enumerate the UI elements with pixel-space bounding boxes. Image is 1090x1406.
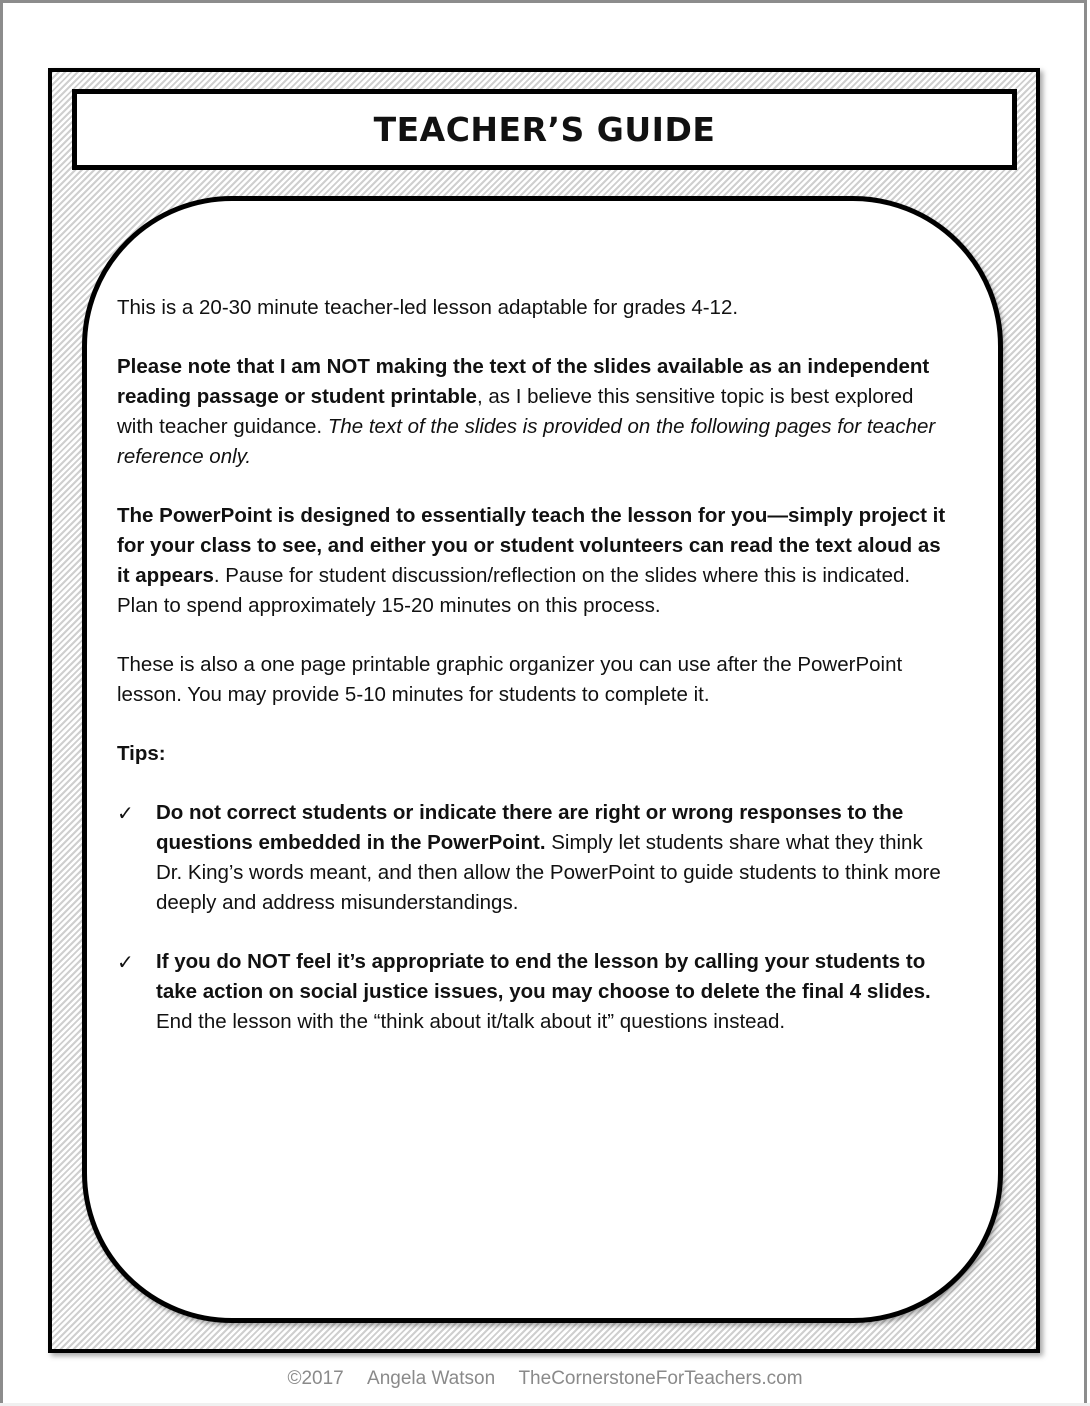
- page-edge-left: [0, 0, 3, 1406]
- powerpoint-bold-text: The PowerPoint is designed to essentially teach the lesson for you—simply project it for your class to see, and either you or student volunteers can read the text aloud as it appears: [117, 504, 946, 587]
- checkmark-icon: ✓: [117, 950, 134, 974]
- tip-regular-text: Simply let students share what they think Dr. King’s words meant, and then allow the PowerPoint to guide students to think more deeply and address misunderstandings.: [156, 831, 941, 914]
- tips-label: Tips:: [117, 742, 166, 765]
- page-title: TEACHER’S GUIDE: [373, 110, 716, 149]
- organizer-text: These is also a one page printable graphic organizer you can use after the PowerPoint lesson. You may provide 5-10 minutes for students to complete it.: [117, 653, 903, 706]
- organizer-paragraph: [117, 650, 947, 710]
- tips-heading: [117, 739, 947, 769]
- tip-bold-text: If you do NOT feel it’s appropriate to end the lesson by calling your students to take action on social justice issues, you may choose to delete the final 4 slides.: [156, 950, 931, 1003]
- note-regular-text: , as I believe this sensitive topic is best explored with teacher guidance.: [117, 385, 914, 438]
- checkmark-icon: ✓: [117, 801, 134, 825]
- page-edge-top: [0, 0, 1090, 3]
- footer-copyright: ©2017: [287, 1368, 344, 1389]
- powerpoint-paragraph: [117, 501, 947, 621]
- powerpoint-regular-text: . Pause for student discussion/reflection on the slides where this is indicated. Plan to spend approximately 15-20 minutes on this process.: [117, 564, 911, 617]
- page-edge-right: [1084, 0, 1090, 1406]
- guide-content: [117, 293, 947, 1066]
- note-italic-text: The text of the slides is provided on the following pages for teacher reference only.: [117, 415, 936, 468]
- intro-paragraph: [117, 293, 947, 323]
- footer-author: Angela Watson: [367, 1368, 496, 1389]
- note-bold-text: Please note that I am NOT making the text of the slides available as an independent reading passage or student printable: [117, 355, 930, 408]
- footer: [0, 1368, 1090, 1390]
- note-paragraph: [117, 352, 947, 472]
- tip-item: [117, 798, 947, 918]
- footer-website: TheCornerstoneForTeachers.com: [518, 1368, 803, 1389]
- tip-bold-text: Do not correct students or indicate there are right or wrong responses to the questions embedded in the PowerPoint.: [156, 801, 904, 854]
- tip-regular-text: End the lesson with the “think about it/talk about it” questions instead.: [156, 1010, 786, 1033]
- title-box: [72, 89, 1017, 170]
- intro-text: This is a 20-30 minute teacher-led lesson adaptable for grades 4-12.: [117, 296, 739, 319]
- tip-item: [117, 947, 947, 1037]
